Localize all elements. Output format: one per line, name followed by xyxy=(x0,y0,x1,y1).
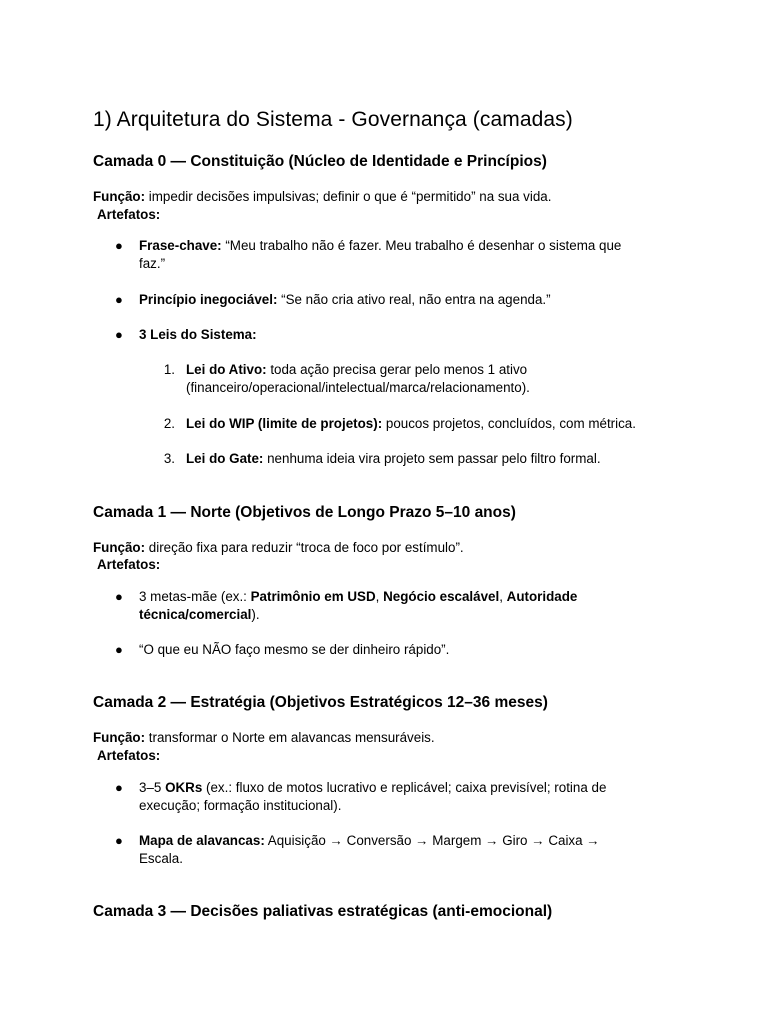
item-text: , xyxy=(499,589,507,604)
section-heading-camada-2: Camada 2 — Estratégia (Objetivos Estratégicos 12–36 meses) xyxy=(93,694,548,711)
item-bold-text: OKRs xyxy=(165,780,203,795)
item-text: poucos projetos, concluídos, com métrica. xyxy=(382,416,636,431)
bullet-icon: ● xyxy=(115,292,123,307)
bullet-icon: ● xyxy=(115,642,123,657)
numbered-item xyxy=(186,415,636,433)
list-number: 1. xyxy=(163,362,175,377)
numbered-item xyxy=(186,450,601,468)
list-item xyxy=(139,832,600,850)
bullet-icon: ● xyxy=(115,238,123,253)
funcao-label: Função: xyxy=(93,730,146,745)
item-text: ). xyxy=(251,607,260,622)
bullet-icon: ● xyxy=(115,780,123,795)
item-bold-text: técnica/comercial xyxy=(139,607,252,622)
list-number: 2. xyxy=(163,416,175,431)
item-text: Aquisição → Conversão → Margem → Giro → Caixa → xyxy=(264,833,600,848)
funcao-label: Função: xyxy=(93,189,146,204)
bullet-icon: ● xyxy=(115,589,123,604)
item-bold-label: Frase-chave: xyxy=(139,238,222,253)
list-item: “O que eu NÃO faço mesmo se der dinheiro rápido”. xyxy=(139,642,450,657)
funcao-text: transformar o Norte em alavancas mensuráveis. xyxy=(145,730,435,745)
item-bold-label: Mapa de alavancas: xyxy=(139,833,265,848)
item-text: 3–5 xyxy=(139,780,166,795)
item-text: “Meu trabalho não é fazer. Meu trabalho é desenhar o sistema que xyxy=(221,238,622,253)
item-text-continuation: execução; formação institucional). xyxy=(139,798,342,813)
numbered-item xyxy=(186,361,527,379)
funcao-line-camada-1 xyxy=(93,539,464,557)
artefatos-label: Artefatos: xyxy=(97,748,161,763)
item-text-continuation: Escala. xyxy=(139,851,183,866)
item-bold-label: Princípio inegociável: xyxy=(139,292,278,307)
section-heading-camada-3: Camada 3 — Decisões paliativas estratégicas (anti-emocional) xyxy=(93,903,553,920)
funcao-text: impedir decisões impulsivas; definir o que é “permitido” na sua vida. xyxy=(145,189,552,204)
list-item xyxy=(139,237,621,255)
item-text-continuation: faz.” xyxy=(139,256,166,271)
item-bold-label: Lei do WIP (limite de projetos): xyxy=(186,416,383,431)
funcao-line-camada-2 xyxy=(93,729,435,747)
list-number: 3. xyxy=(163,451,175,466)
item-text: “Se não cria ativo real, não entra na agenda.” xyxy=(277,292,551,307)
item-text-continuation xyxy=(139,606,260,624)
item-bold-label: Lei do Ativo: xyxy=(186,362,267,377)
item-text: , xyxy=(375,589,384,604)
artefatos-label: Artefatos: xyxy=(97,207,161,222)
item-text-continuation: (financeiro/operacional/intelectual/marca/relacionamento). xyxy=(186,380,530,395)
section-heading-camada-1: Camada 1 — Norte (Objetivos de Longo Prazo 5–10 anos) xyxy=(93,504,516,521)
item-text: (ex.: fluxo de motos lucrativo e replicável; caixa previsível; rotina de xyxy=(202,780,607,795)
list-item xyxy=(139,291,551,309)
item-bold-text: Negócio escalável xyxy=(383,589,500,604)
item-text: nenhuma ideia vira projeto sem passar pelo filtro formal. xyxy=(263,451,601,466)
item-text: 3 metas-mãe (ex.: xyxy=(139,589,251,604)
bullet-icon: ● xyxy=(115,327,123,342)
item-bold-label: Lei do Gate: xyxy=(186,451,264,466)
page-title: 1) Arquitetura do Sistema - Governança (camadas) xyxy=(93,108,573,131)
bullet-icon: ● xyxy=(115,833,123,848)
list-item xyxy=(139,779,606,797)
list-item xyxy=(139,588,577,606)
funcao-label: Função: xyxy=(93,540,146,555)
artefatos-label: Artefatos: xyxy=(97,557,161,572)
item-bold-text: Patrimônio em USD xyxy=(250,589,376,604)
funcao-text: direção fixa para reduzir “troca de foco por estímulo”. xyxy=(145,540,464,555)
item-text: toda ação precisa gerar pelo menos 1 ativo xyxy=(266,362,528,377)
item-bold-text: Autoridade xyxy=(506,589,578,604)
list-item: 3 Leis do Sistema: xyxy=(139,327,257,342)
funcao-line-camada-0 xyxy=(93,188,551,206)
section-heading-camada-0: Camada 0 — Constituição (Núcleo de Identidade e Princípios) xyxy=(93,153,547,170)
